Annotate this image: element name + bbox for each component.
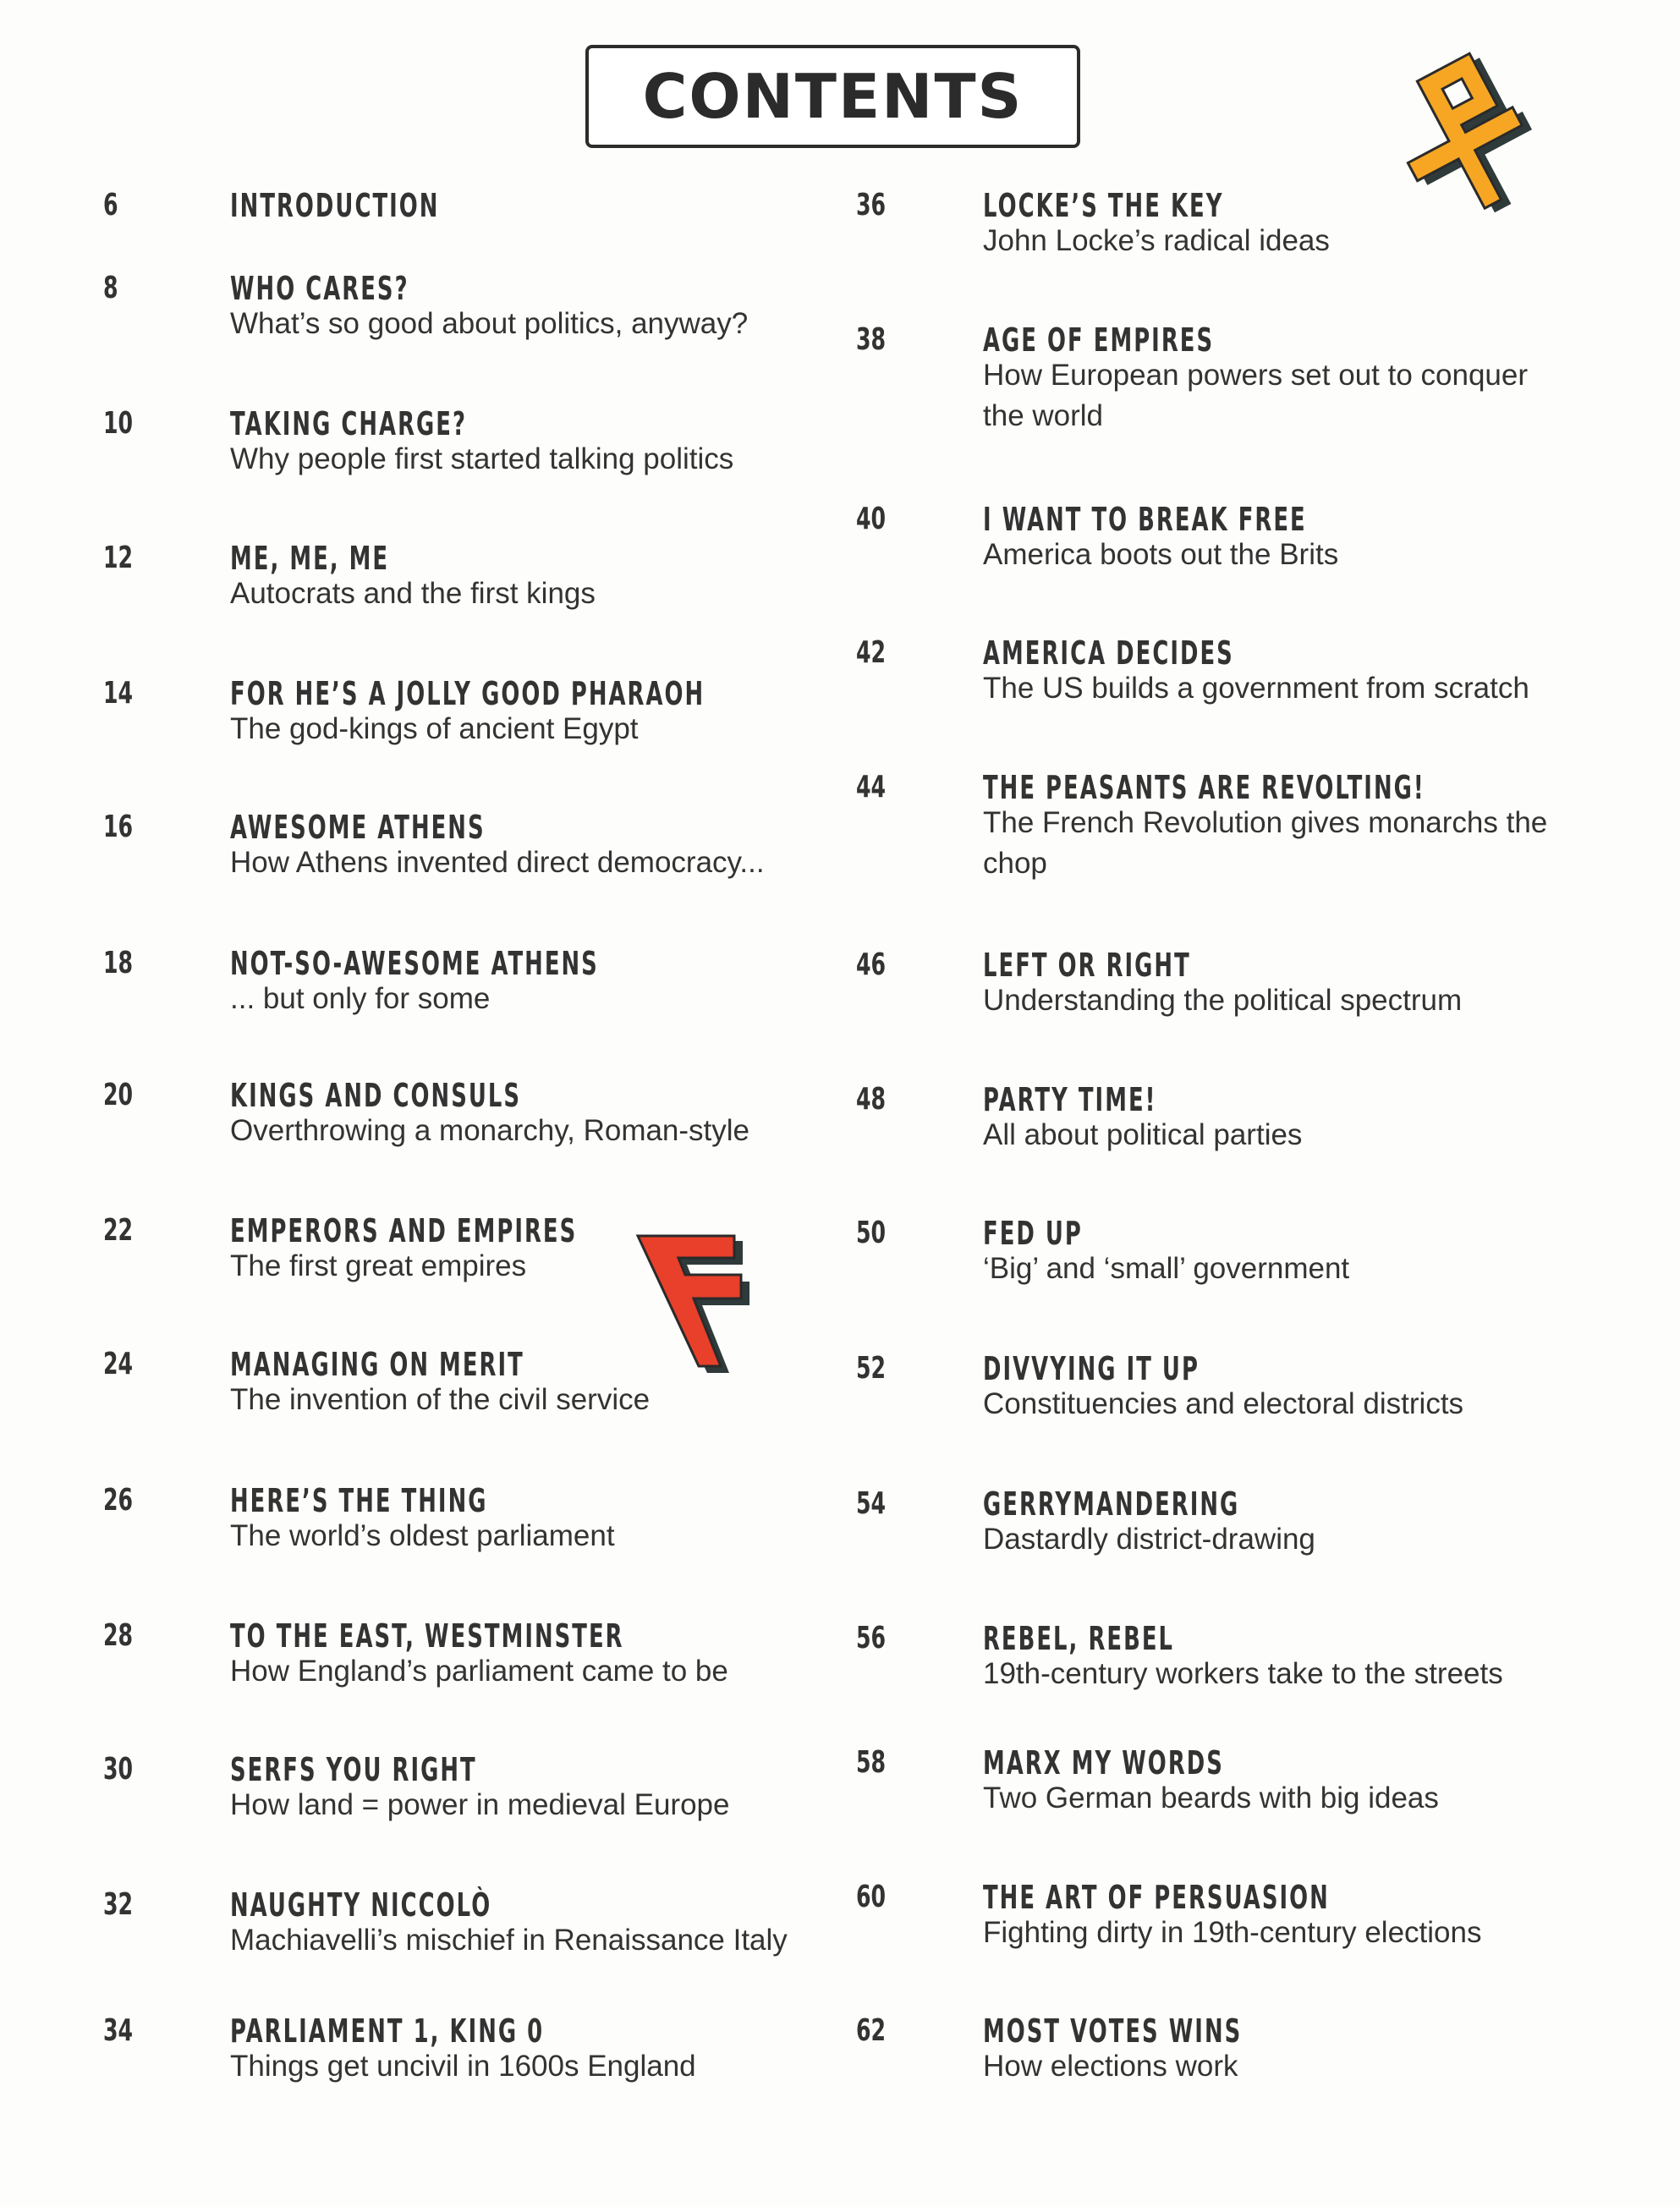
page-number: 44 [856, 770, 887, 804]
page-number: 56 [856, 1621, 887, 1655]
entry-subtitle: Overthrowing a monarchy, Roman-style [230, 1114, 750, 1147]
page-number: 42 [856, 635, 887, 670]
entry-title: HERE’S THE THING [230, 1482, 488, 1519]
page-number: 36 [856, 188, 887, 222]
page-number: 16 [103, 810, 134, 844]
entry-title: TAKING CHARGE? [230, 405, 467, 442]
entry-title: LOCKE’S THE KEY [983, 187, 1224, 224]
entry-subtitle: Machiavelli’s mischief in Renaissance Italy [230, 1924, 788, 1957]
page-number: 22 [103, 1213, 134, 1248]
page-number: 32 [103, 1887, 134, 1922]
entry-title: AWESOME ATHENS [230, 809, 486, 846]
page-number: 30 [103, 1752, 134, 1787]
letter-p-icon [1396, 47, 1540, 216]
entry-title: LEFT OR RIGHT [983, 947, 1191, 984]
entry-subtitle: The god-kings of ancient Egypt [230, 712, 639, 745]
entry-title: WHO CARES? [230, 270, 409, 307]
page-number: 10 [103, 406, 134, 441]
page-number: 26 [103, 1483, 134, 1518]
entry-subtitle: Why people first started talking politics [230, 442, 734, 475]
entry-title: GERRYMANDERING [983, 1485, 1240, 1523]
entry-title: INTRODUCTION [230, 187, 440, 224]
entry-subtitle: Dastardly district-drawing [983, 1523, 1315, 1556]
entry-subtitle: How England’s parliament came to be [230, 1655, 728, 1688]
entry-title: TO THE EAST, WESTMINSTER [230, 1617, 624, 1655]
entry-subtitle: Constituencies and electoral districts [983, 1387, 1464, 1420]
page-number: 50 [856, 1216, 887, 1250]
entry-subtitle: 19th-century workers take to the streets [983, 1657, 1503, 1690]
page-number: 24 [103, 1347, 134, 1381]
entry-subtitle: The world’s oldest parliament [230, 1519, 615, 1552]
entry-title: FOR HE’S A JOLLY GOOD PHARAOH [230, 675, 705, 712]
page-number: 60 [856, 1880, 887, 1914]
entry-subtitle: How Athens invented direct democracy... [230, 846, 765, 879]
entry-subtitle: Things get uncivil in 1600s England [230, 2050, 696, 2083]
entry-title: NAUGHTY NICCOLÒ [230, 1886, 492, 1924]
entry-subtitle: All about political parties [983, 1118, 1303, 1151]
entry-title: FED UP [983, 1215, 1083, 1252]
page-number: 18 [103, 946, 134, 980]
entry-title: PARTY TIME! [983, 1081, 1157, 1118]
page-title: CONTENTS [642, 61, 1024, 132]
page-number: 58 [856, 1745, 887, 1780]
entry-subtitle: Two German beards with big ideas [983, 1782, 1439, 1814]
entry-subtitle: ... but only for some [230, 982, 491, 1015]
page-number: 12 [103, 541, 134, 575]
entry-title: PARLIAMENT 1, KING 0 [230, 2012, 545, 2050]
page-number: 62 [856, 2013, 887, 2048]
entry-subtitle: How land = power in medieval Europe [230, 1788, 730, 1821]
page-number: 46 [856, 947, 887, 982]
entry-subtitle: What’s so good about politics, anyway? [230, 307, 749, 340]
page-number: 40 [856, 502, 887, 536]
entry-title: THE PEASANTS ARE REVOLTING! [983, 769, 1425, 806]
entry-title: MARX MY WORDS [983, 1744, 1224, 1782]
page-number: 28 [103, 1618, 134, 1653]
page-number: 38 [856, 322, 887, 357]
page-number: 54 [856, 1486, 887, 1521]
entry-subtitle: Autocrats and the first kings [230, 577, 596, 610]
page-number: 14 [103, 676, 134, 711]
entry-title: MANAGING ON MERIT [230, 1346, 524, 1383]
entry-subtitle: The invention of the civil service [230, 1383, 651, 1416]
entry-title: SERFS YOU RIGHT [230, 1751, 477, 1788]
entry-title: AMERICA DECIDES [983, 634, 1234, 672]
page-number: 8 [103, 271, 118, 305]
entry-title: REBEL, REBEL [983, 1620, 1175, 1657]
contents-title-box [585, 45, 1080, 148]
entry-subtitle: John Locke’s radical ideas [983, 224, 1330, 257]
entry-subtitle: Fighting dirty in 19th-century elections [983, 1916, 1482, 1949]
entry-title: THE ART OF PERSUASION [983, 1879, 1330, 1916]
entry-subtitle: Understanding the political spectrum [983, 984, 1463, 1017]
page-number: 34 [103, 2013, 134, 2048]
entry-subtitle: ‘Big’ and ‘small’ government [983, 1252, 1350, 1285]
entry-subtitle: The US builds a government from scratch [983, 672, 1529, 705]
entry-title: NOT-SO-AWESOME ATHENS [230, 945, 599, 982]
entry-title: DIVVYING IT UP [983, 1350, 1200, 1387]
entry-title: ME, ME, ME [230, 540, 390, 577]
entry-subtitle: The French Revolution gives monarchs the chop [983, 806, 1548, 880]
entry-title: MOST VOTES WINS [983, 2012, 1243, 2050]
entry-title: I WANT TO BREAK FREE [983, 501, 1307, 538]
page-number: 48 [856, 1082, 887, 1117]
page-number: 52 [856, 1351, 887, 1386]
entry-subtitle: The first great empires [230, 1249, 527, 1282]
entry-title: EMPERORS AND EMPIRES [230, 1212, 578, 1249]
page-number: 20 [103, 1078, 134, 1112]
entry-subtitle: America boots out the Brits [983, 538, 1339, 571]
entry-subtitle: How European powers set out to conquer the world [983, 359, 1528, 432]
entry-subtitle: How elections work [983, 2050, 1238, 2083]
entry-title: KINGS AND CONSULS [230, 1077, 522, 1114]
page-number: 6 [103, 188, 118, 222]
entry-title: AGE OF EMPIRES [983, 321, 1215, 359]
